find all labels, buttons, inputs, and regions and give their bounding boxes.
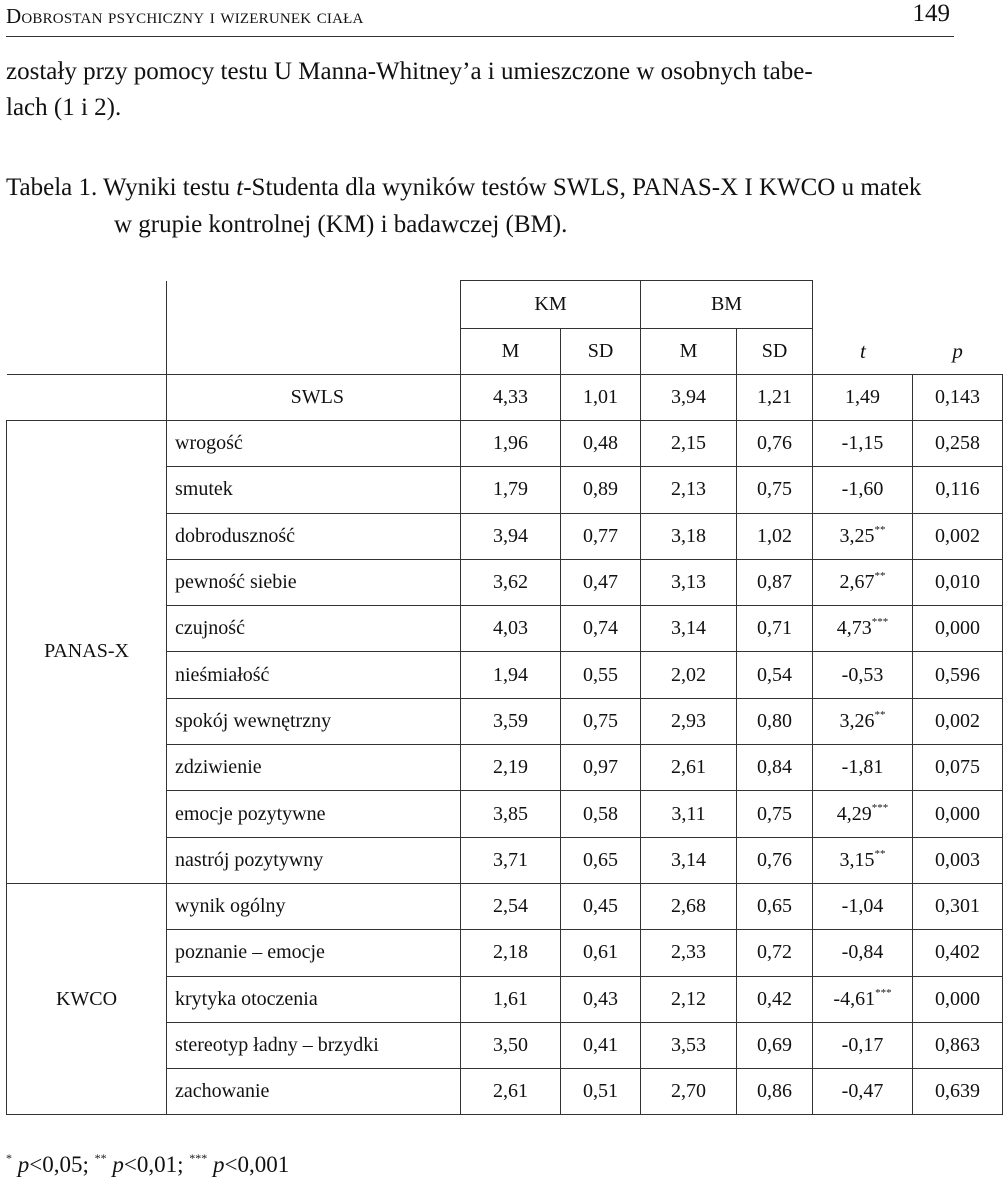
footnote-text: <0,05; — [29, 1152, 95, 1177]
col-header-p: p — [952, 338, 963, 363]
cell-p: 0,003 — [913, 837, 1003, 883]
cell-m1: 2,19 — [461, 745, 561, 791]
cell-sd2: 0,54 — [737, 652, 813, 698]
tp-header-wrap — [813, 328, 1003, 374]
row-label: emocje pozytywne — [167, 791, 461, 837]
cell-m2: 2,70 — [641, 1069, 737, 1115]
cell-m2: 3,14 — [641, 606, 737, 652]
page-number: 149 — [912, 0, 950, 27]
footnote-p: p — [213, 1152, 225, 1177]
col-header-sd1: SD — [561, 329, 641, 375]
row-label: krytyka otoczenia — [167, 976, 461, 1022]
significance-marker: *** — [875, 986, 892, 999]
cell-m2: 3,11 — [641, 791, 737, 837]
blank-cell — [7, 375, 167, 421]
cell-sd2: 0,76 — [737, 421, 813, 467]
cell-t — [813, 375, 913, 421]
significance-marker: ** — [874, 523, 886, 536]
cell-sd2: 0,84 — [737, 745, 813, 791]
cell-t — [813, 1022, 913, 1068]
cell-t — [813, 1069, 913, 1115]
cell-t — [813, 745, 913, 791]
col-header-t: t — [859, 338, 866, 363]
blank-cell — [7, 329, 167, 375]
cell-sd2: 0,65 — [737, 883, 813, 929]
cell-sd1: 0,48 — [561, 421, 641, 467]
cell-sd1: 0,77 — [561, 513, 641, 559]
t-value: -1,15 — [841, 432, 884, 455]
group-label: KWCO — [7, 883, 167, 1114]
caption-text: -Studenta dla wyników testów SWLS, PANAS-X I KWCO u matek — [243, 174, 922, 201]
body-paragraph — [6, 54, 954, 126]
footnote-star: ** — [94, 1151, 107, 1165]
cell-sd2: 0,72 — [737, 930, 813, 976]
cell-m1: 3,94 — [461, 513, 561, 559]
cell-m1: 2,61 — [461, 1069, 561, 1115]
cell-p: 0,000 — [913, 976, 1003, 1022]
significance-marker: *** — [871, 801, 889, 814]
cell-t — [813, 883, 913, 929]
cell-sd2: 0,42 — [737, 976, 813, 1022]
cell-m1: 1,96 — [461, 421, 561, 467]
row-label: dobroduszność — [167, 513, 461, 559]
cell-p: 0,639 — [913, 1069, 1003, 1115]
caption-text: Tabela 1. Wyniki testu — [6, 174, 237, 201]
footnote-text: <0,001 — [224, 1152, 290, 1177]
cell-m2: 3,53 — [641, 1022, 737, 1068]
blank-cell — [7, 281, 167, 329]
cell-t — [813, 837, 913, 883]
header-row-groups — [7, 281, 1003, 329]
cell-sd2: 0,75 — [737, 791, 813, 837]
cell-p: 0,258 — [913, 421, 1003, 467]
cell-sd1: 0,55 — [561, 652, 641, 698]
table-row-swls — [7, 375, 1003, 421]
paragraph-line: lach (1 i 2). — [6, 94, 122, 121]
footnote — [6, 1152, 289, 1178]
blank-cell — [167, 281, 461, 329]
row-label: wynik ogólny — [167, 883, 461, 929]
cell-sd2: 0,87 — [737, 559, 813, 605]
significance-marker: *** — [871, 616, 889, 629]
running-title: Dobrostan psychiczny i wizerunek ciała — [6, 4, 364, 28]
cell-t — [813, 559, 913, 605]
cell-sd2: 0,86 — [737, 1069, 813, 1115]
row-label: nieśmiałość — [167, 652, 461, 698]
cell-sd1: 0,41 — [561, 1022, 641, 1068]
cell-m2: 2,93 — [641, 698, 737, 744]
cell-sd1: 0,75 — [561, 698, 641, 744]
t-value: 4,73 — [836, 617, 872, 640]
cell-m1: 3,50 — [461, 1022, 561, 1068]
cell-m1: 3,62 — [461, 559, 561, 605]
cell-p: 0,075 — [913, 745, 1003, 791]
cell-m2: 3,14 — [641, 837, 737, 883]
t-value: 3,25 — [839, 524, 875, 547]
col-header-sd2: SD — [737, 329, 813, 375]
cell-m1: 1,79 — [461, 467, 561, 513]
cell-p: 0,010 — [913, 559, 1003, 605]
cell-sd1: 0,89 — [561, 467, 641, 513]
cell-p: 0,002 — [913, 698, 1003, 744]
group-label: PANAS-X — [7, 421, 167, 884]
significance-marker: ** — [874, 708, 886, 721]
cell-sd2: 0,76 — [737, 837, 813, 883]
t-value: -0,17 — [841, 1034, 884, 1056]
cell-sd1: 0,47 — [561, 559, 641, 605]
significance-marker: ** — [874, 847, 886, 860]
cell-sd1: 0,97 — [561, 745, 641, 791]
cell-m2: 2,61 — [641, 745, 737, 791]
col-header-m1: M — [461, 329, 561, 375]
cell-m1: 3,71 — [461, 837, 561, 883]
cell-p: 0,596 — [913, 652, 1003, 698]
caption-line — [6, 169, 954, 206]
cell-m2: 2,33 — [641, 930, 737, 976]
cell-p: 0,116 — [913, 467, 1003, 513]
row-label: nastrój pozytywny — [167, 837, 461, 883]
row-label: pewność siebie — [167, 559, 461, 605]
footnote-p: p — [17, 1152, 30, 1177]
row-label: poznanie – emocje — [167, 930, 461, 976]
cell-t — [813, 606, 913, 652]
t-value: 2,67 — [839, 571, 875, 594]
cell-sd1: 1,01 — [561, 375, 641, 421]
cell-t — [813, 467, 913, 513]
row-label: stereotyp ładny – brzydki — [167, 1022, 461, 1068]
row-label: zdziwienie — [167, 745, 461, 791]
t-value: -0,53 — [841, 663, 884, 686]
footnote-text: <0,01; — [123, 1152, 190, 1177]
cell-m2: 2,02 — [641, 652, 737, 698]
t-value: -1,04 — [841, 895, 884, 918]
cell-t — [813, 976, 913, 1022]
cell-m1: 4,33 — [461, 375, 561, 421]
t-value: -0,84 — [841, 941, 884, 964]
tp-header-area — [813, 281, 1003, 375]
cell-p: 0,143 — [913, 375, 1003, 421]
col-header-m2: M — [641, 329, 737, 375]
t-value: 3,26 — [839, 709, 875, 732]
t-value: -4,61 — [833, 987, 876, 1010]
cell-m2: 3,13 — [641, 559, 737, 605]
cell-p: 0,000 — [913, 791, 1003, 837]
cell-m2: 3,94 — [641, 375, 737, 421]
group-header-km: KM — [461, 281, 641, 329]
cell-m2: 2,13 — [641, 467, 737, 513]
cell-m1: 2,54 — [461, 883, 561, 929]
cell-sd1: 0,65 — [561, 837, 641, 883]
cell-p: 0,402 — [913, 930, 1003, 976]
cell-t — [813, 930, 913, 976]
row-label: smutek — [167, 467, 461, 513]
row-label: wrogość — [167, 421, 461, 467]
cell-t — [813, 513, 913, 559]
cell-sd1: 0,51 — [561, 1069, 641, 1115]
cell-m2: 2,12 — [641, 976, 737, 1022]
cell-m1: 1,61 — [461, 976, 561, 1022]
cell-m2: 2,15 — [641, 421, 737, 467]
cell-p: 0,863 — [913, 1022, 1003, 1068]
cell-p: 0,301 — [913, 883, 1003, 929]
cell-sd2: 1,21 — [737, 375, 813, 421]
cell-sd2: 1,02 — [737, 513, 813, 559]
paragraph-line: zostały przy pomocy testu U Manna-Whitney’a i umieszczone w osobnych tabe- — [6, 58, 813, 85]
t-value: 1,49 — [845, 386, 881, 408]
cell-sd1: 0,45 — [561, 883, 641, 929]
running-header — [6, 0, 954, 37]
cell-t — [813, 791, 913, 837]
group-header-bm: BM — [641, 281, 813, 329]
t-value: -0,47 — [841, 1080, 884, 1103]
cell-sd1: 0,74 — [561, 606, 641, 652]
cell-m2: 2,68 — [641, 883, 737, 929]
significance-marker: ** — [874, 570, 886, 583]
cell-sd1: 0,58 — [561, 791, 641, 837]
cell-m1: 2,18 — [461, 930, 561, 976]
cell-t — [813, 652, 913, 698]
caption-italic: t — [236, 174, 244, 201]
footnote-star: *** — [189, 1151, 208, 1165]
cell-m1: 1,94 — [461, 652, 561, 698]
cell-p: 0,002 — [913, 513, 1003, 559]
t-value: -1,60 — [841, 478, 884, 501]
cell-m1: 3,59 — [461, 698, 561, 744]
table-caption — [6, 169, 954, 243]
t-value: -1,81 — [841, 756, 884, 779]
cell-t — [813, 421, 913, 467]
cell-m2: 3,18 — [641, 513, 737, 559]
row-label: zachowanie — [167, 1069, 461, 1115]
cell-sd1: 0,43 — [561, 976, 641, 1022]
table-row — [7, 883, 1003, 929]
cell-p: 0,000 — [913, 606, 1003, 652]
footnote-star: * — [6, 1151, 12, 1165]
row-label: spokój wewnętrzny — [167, 698, 461, 744]
cell-m1: 3,85 — [461, 791, 561, 837]
table-row — [7, 421, 1003, 467]
row-label: czujność — [167, 606, 461, 652]
results-table — [6, 280, 1003, 1115]
blank-cell — [167, 329, 461, 375]
cell-sd2: 0,69 — [737, 1022, 813, 1068]
footnote-p: p — [112, 1152, 124, 1177]
t-value: 3,15 — [839, 848, 875, 871]
t-value: 4,29 — [836, 802, 872, 825]
cell-t — [813, 698, 913, 744]
cell-sd2: 0,75 — [737, 467, 813, 513]
caption-line: w grupie kontrolnej (KM) i badawczej (BM). — [114, 211, 568, 238]
row-label: SWLS — [167, 375, 461, 421]
cell-sd1: 0,61 — [561, 930, 641, 976]
cell-sd2: 0,71 — [737, 606, 813, 652]
cell-m1: 4,03 — [461, 606, 561, 652]
cell-sd2: 0,80 — [737, 698, 813, 744]
